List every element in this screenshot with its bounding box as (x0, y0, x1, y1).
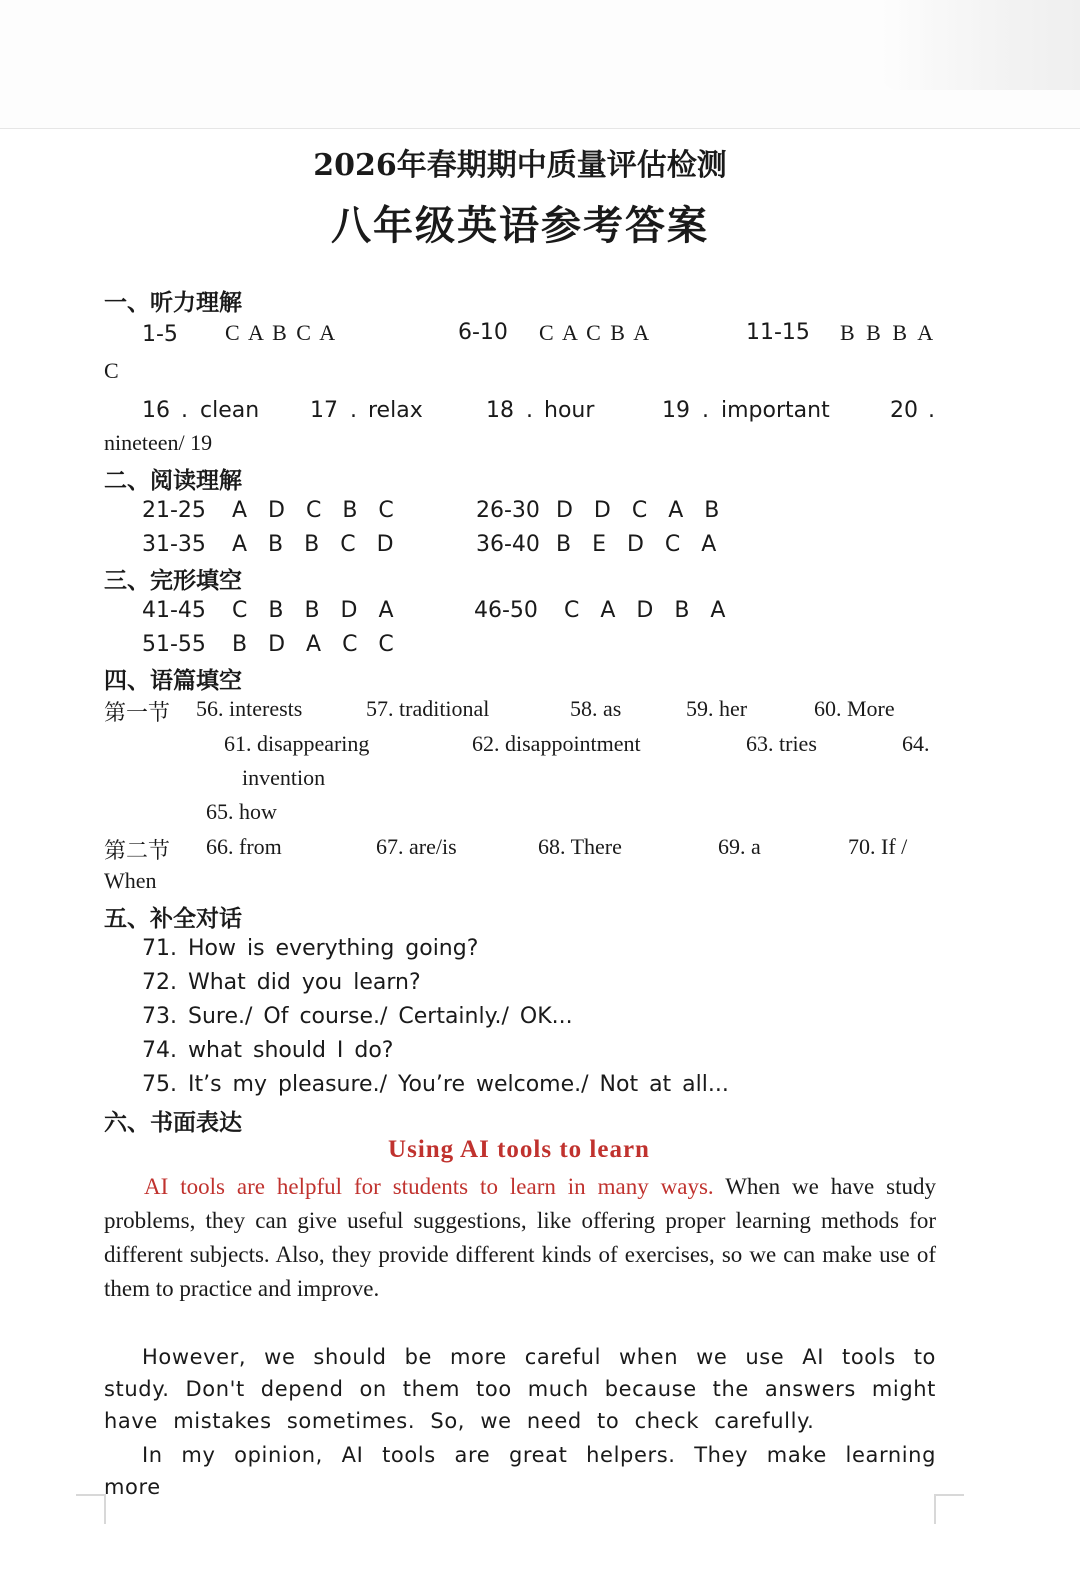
answer-item: 68. There (538, 834, 622, 859)
answer-num: 18 (486, 398, 514, 423)
answer-dot: . (702, 398, 709, 423)
essay-title: Using AI tools to learn (388, 1136, 650, 1163)
answer-item: 57. traditional (366, 696, 490, 721)
photo-glare (880, 0, 1080, 90)
answer-item: 64. (902, 731, 930, 756)
answer-item: 70. If / (848, 834, 908, 859)
answer-letters: C A D B A (564, 598, 733, 623)
dialogue-answer: 74. what should I do? (142, 1038, 394, 1063)
section-heading-dialogue: 五、补全对话 (104, 906, 242, 932)
dialogue-answer: 73. Sure./ Of course./ Certainly./ OK... (142, 1004, 573, 1029)
essay-highlight-sentence: AI tools are helpful for students to learn in many ways. (144, 1174, 714, 1199)
photo-top-margin (0, 0, 1080, 129)
answer-wrap: When (104, 868, 157, 893)
answer-item: 69. a (718, 834, 761, 859)
answer-letters: A D C B C (232, 498, 401, 523)
answer-num: 11-15 (746, 320, 810, 345)
answer-letters: B D A C C (232, 632, 401, 657)
answer-dot: . (350, 398, 357, 423)
answer-wrap: nineteen/ 19 (104, 430, 213, 455)
answer-num: 1-5 (142, 322, 178, 347)
answer-num: 31-35 (142, 532, 206, 557)
answer-word: relax (368, 398, 423, 423)
answer-num: 21-25 (142, 498, 206, 523)
answer-letters: B B B A (840, 320, 937, 345)
answer-num: 36-40 (476, 532, 540, 557)
essay-paragraph-3: In my opinion, AI tools are great helpers. They make learning more (104, 1443, 936, 1499)
answer-item: 63. tries (746, 731, 817, 756)
answer-letters: D D C A B (556, 498, 727, 523)
document-title: 八年级英语参考答案 (331, 202, 709, 249)
answer-num: 20 (890, 398, 918, 423)
answer-dot: . (928, 398, 935, 423)
part-label: 第一节 (104, 701, 171, 726)
part-label: 第二节 (104, 839, 171, 864)
answer-item: 67. are/is (376, 834, 457, 859)
essay-paragraph-2: However, we should be more careful when we use AI tools to study. Don't depend on them too much because the answers might have mistakes sometimes. So, we need to check carefully. (104, 1345, 936, 1433)
answer-item: 66. from (206, 834, 282, 859)
exam-title: 2026年春期期中质量评估检测 (313, 148, 727, 183)
answer-num: 41-45 (142, 598, 206, 623)
answer-num: 51-55 (142, 632, 206, 657)
answer-dot: . (526, 398, 533, 423)
answer-item: invention (242, 765, 326, 790)
section-heading-listening: 一、听力理解 (104, 290, 242, 316)
answer-num: 26-30 (476, 498, 540, 523)
dialogue-answer: 71. How is everything going? (142, 936, 479, 961)
answer-item: 56. interests (196, 696, 303, 721)
answer-letters: C A B C A (225, 320, 338, 345)
answer-letters: B E D C A (556, 532, 724, 557)
answer-num: 17 (310, 398, 338, 423)
page-corner-mark (934, 1494, 964, 1524)
page-corner-mark (76, 1494, 106, 1524)
section-heading-text-completion: 四、语篇填空 (104, 668, 242, 694)
answer-num: 6-10 (458, 320, 508, 345)
answer-num: 19 (662, 398, 690, 423)
answer-letters: A B B C D (232, 532, 401, 557)
answer-sheet-page (0, 128, 1080, 1570)
answer-num: 46-50 (474, 598, 538, 623)
answer-word: hour (544, 398, 595, 423)
answer-wrap: C (104, 358, 119, 383)
answer-item: 58. as (570, 696, 622, 721)
dialogue-answer: 75. It’s my pleasure./ You’re welcome./ Not at all... (142, 1072, 729, 1097)
answer-item: 65. how (206, 799, 277, 824)
answer-item: 62. disappointment (472, 731, 641, 756)
dialogue-answer: 72. What did you learn? (142, 970, 421, 995)
section-heading-writing: 六、书面表达 (104, 1110, 242, 1136)
answer-item: 60. More (814, 696, 895, 721)
answer-item: 61. disappearing (224, 731, 370, 756)
answer-num: 16 (142, 398, 170, 423)
section-heading-cloze: 三、完形填空 (104, 568, 242, 594)
answer-letters: C B B D A (232, 598, 401, 623)
answer-word: clean (200, 398, 260, 423)
answer-letters: C A C B A (539, 320, 652, 345)
essay-paragraph-1 (104, 1170, 936, 1306)
answer-dot: . (181, 398, 188, 423)
section-heading-reading: 二、阅读理解 (104, 468, 242, 494)
answer-word: important (721, 398, 830, 423)
answer-item: 59. her (686, 696, 748, 721)
essay-paragraph-1-rest: When we have study problems, they can give useful suggestions, like offering proper learning methods for different subjects. Also, they provide different kinds of exercises, so we can make use of them to practice and improve. (104, 1174, 936, 1301)
